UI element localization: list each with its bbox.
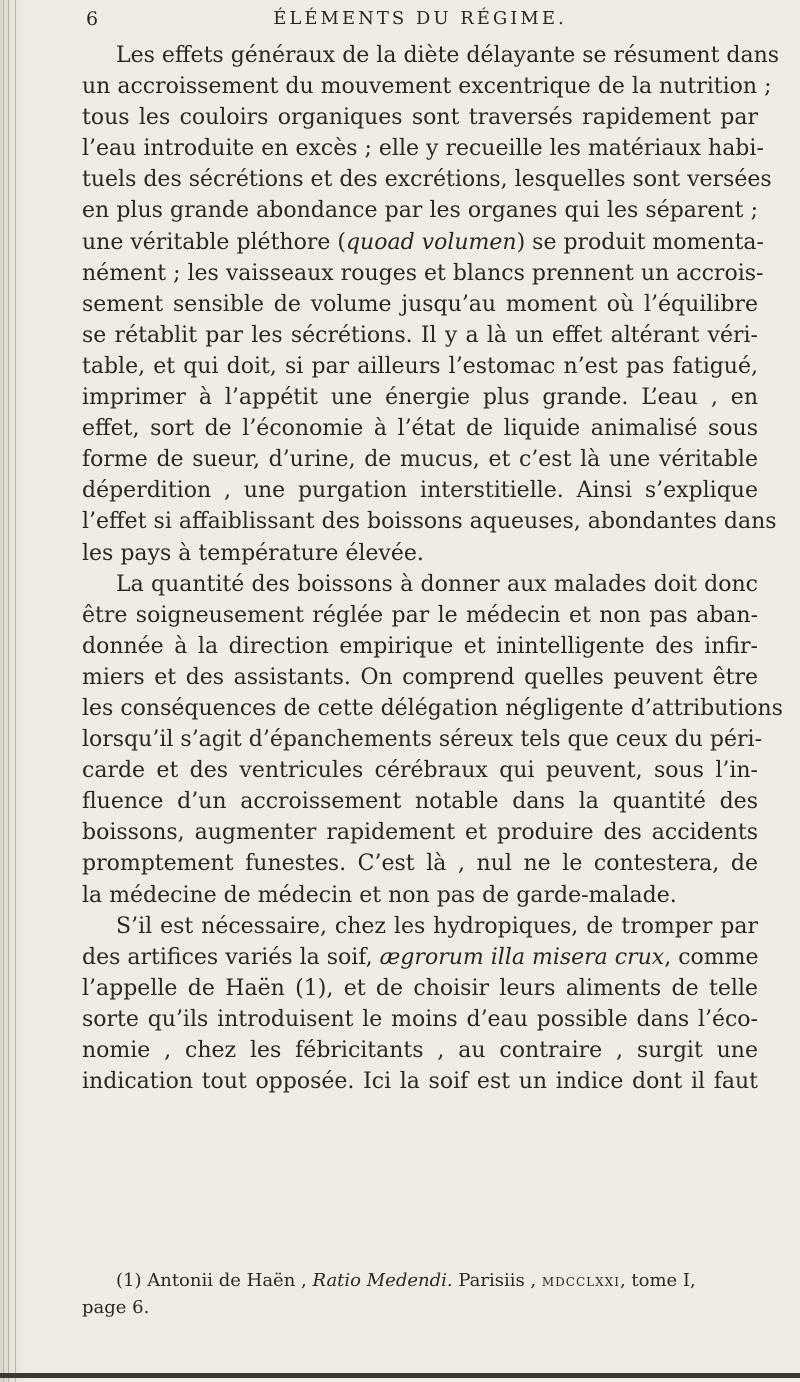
text-line: sement sensible de volume jusqu’au moment où l’équilibre <box>82 291 758 317</box>
footnote-author: Antonii de Haën , <box>147 1270 307 1291</box>
text-line: sorte qu’ils introduisent le moins d’eau possible dans l’éco- <box>82 1006 758 1032</box>
text-line: les pays à température élevée. <box>82 540 424 566</box>
gutter-line <box>3 0 4 1382</box>
text-run: , comme <box>664 944 759 970</box>
footnote-title: Ratio Medendi. <box>312 1270 453 1291</box>
latin-phrase: ægrorum illa misera crux <box>379 944 665 970</box>
text-line: imprimer à l’appétit une énergie plus grande. L’eau , en <box>82 385 758 411</box>
text-line: un accroissement du mouvement excentrique de la nutrition ; <box>82 74 772 100</box>
text-line: Les effets généraux de la diète délayante se résument dans <box>116 43 780 68</box>
text-line: nément ; les vaisseaux rouges et blancs prennent un accrois- <box>82 260 764 286</box>
text-run: se produit momenta- <box>532 229 764 255</box>
text-line: nomie , chez les fébricitants , au contraire , surgit une <box>82 1038 758 1063</box>
text-line: les conséquences de cette délégation négligente d’attributions <box>82 695 783 721</box>
text-line: tous les couloirs organiques sont traversés rapidement par <box>82 105 758 131</box>
running-head: ÉLÉMENTS DU RÉGIME. <box>273 8 567 29</box>
text-run: des artifices variés la soif, <box>82 944 373 970</box>
text-line: être soigneusement réglée par le médecin et non pas aban- <box>82 602 758 628</box>
text-line: boissons, augmenter rapidement et produire des accidents <box>82 820 758 846</box>
text-line: fluence d’un accroissement notable dans la quantité des <box>82 789 758 815</box>
scan-bottom-edge <box>0 1373 800 1378</box>
text-run: une véritable pléthore <box>82 229 331 255</box>
text-line: en plus grande abondance par les organes qui les séparent ; <box>82 198 758 224</box>
text-line <box>82 942 758 973</box>
footnote <box>82 1268 758 1321</box>
text-line: S’il est nécessaire, chez les hydropiques, de tromper par <box>116 913 758 939</box>
page-header <box>82 8 758 34</box>
text-line: donnée à la direction empirique et inintelligente des infir- <box>82 633 758 659</box>
text-line: carde et des ventricules cérébraux qui peuvent, sous l’in- <box>82 758 758 784</box>
footnote-line <box>82 1295 758 1321</box>
text-line: promptement funestes. C’est là , nul ne le contestera, de <box>82 851 758 877</box>
latin-phrase: quoad volumen <box>345 229 517 255</box>
footnote-year: MDCCLXXI <box>541 1275 620 1289</box>
text-line: miers et des assistants. On comprend quelles peuvent être <box>82 664 758 690</box>
text-line: effet, sort de l’économie à l’état de liquide animalisé sous <box>82 416 758 442</box>
text-line: l’eau introduite en excès ; elle y recueille les matériaux habi- <box>82 136 764 162</box>
text-line: l’appelle de Haën (1), et de choisir leurs aliments de telle <box>82 975 758 1001</box>
footnote-tome: , tome I, <box>619 1270 696 1291</box>
text-line: La quantité des boissons à donner aux malades doit donc <box>116 571 758 597</box>
footnote-page: page 6. <box>82 1297 150 1318</box>
text-line: forme de sueur, d’urine, de mucus, et c’est là une véritable <box>82 447 758 473</box>
text-line: une véritable pléthore (quoad volumen) se produit momenta- <box>82 229 764 255</box>
page-number: 6 <box>86 8 99 30</box>
text-line: indication tout opposée. Ici la soif est un indice dont il faut <box>82 1069 758 1095</box>
footnote-marker: (1) <box>116 1270 142 1291</box>
gutter-line <box>8 0 9 1382</box>
text-line: se rétablit par les sécrétions. Il y a là un effet altérant véri- <box>82 322 758 348</box>
text-line: l’effet si affaiblissant des boissons aqueuses, abondantes dans <box>82 509 777 535</box>
text-line: tuels des sécrétions et des excrétions, lesquelles sont versées <box>82 167 772 193</box>
footnote-place: Parisiis , <box>458 1270 537 1291</box>
text-line: la médecine de médecin et non pas de garde-malade. <box>82 882 677 908</box>
body-text <box>82 40 783 1097</box>
text-line: table, et qui doit, si par ailleurs l’estomac n’est pas fatigué, <box>82 353 758 379</box>
footnote-line <box>82 1268 758 1295</box>
text-line: lorsqu’il s’agit d’épanchements séreux tels que ceux du péri- <box>82 727 763 753</box>
text-line: déperdition , une purgation interstitielle. Ainsi s’explique <box>82 478 758 504</box>
gutter-line <box>15 0 16 1382</box>
